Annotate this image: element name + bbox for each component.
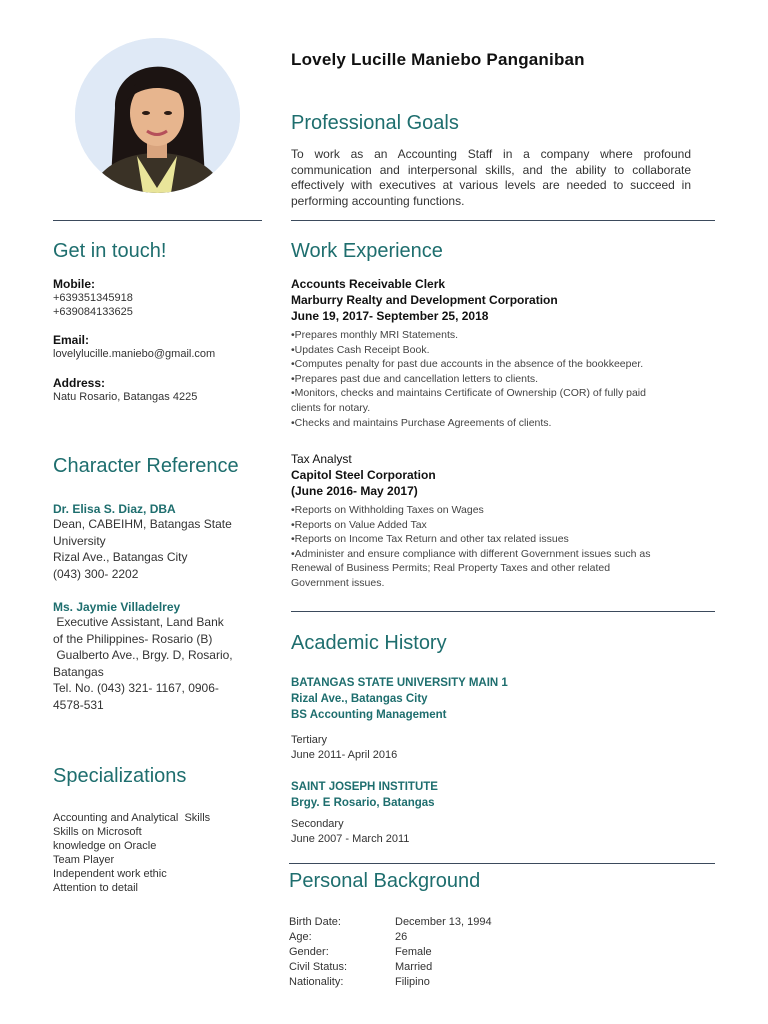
personal-row (289, 945, 589, 960)
job-2 (291, 451, 711, 591)
list-item: Attention to detail (53, 882, 139, 894)
personal-value: 26 (395, 931, 408, 943)
school-2-level: Secondary (291, 818, 344, 830)
list-item: Team Player (53, 854, 115, 866)
reference-2-line: 4578-531 (53, 697, 104, 712)
goals-text: To work as an Accounting Staff in a company where profound communication and interpersonal skills, and the ability to collaborate effectively with executives at various levels are needed to succeed in performing accounting functions. (291, 147, 691, 208)
personal-value: Filipino (395, 976, 430, 988)
reference-2 (53, 600, 268, 713)
duty-item: •Prepares past due and cancellation letters to clients. (291, 372, 539, 385)
personal-key: Age: (289, 931, 312, 943)
school-1-name: BATANGAS STATE UNIVERSITY MAIN 1 (291, 677, 508, 689)
duty-item: •Prepares monthly MRI Statements. (291, 329, 459, 341)
job-2-dates: (June 2016- May 2017) (291, 484, 418, 498)
specializations-list (53, 811, 268, 895)
duty-item: •Reports on Withholding Taxes on Wages (291, 504, 484, 516)
job-1 (291, 276, 711, 430)
job-1-position: Accounts Receivable Clerk (291, 277, 446, 291)
school-1-dates: June 2011- April 2016 (291, 749, 398, 761)
job-2-duties (291, 503, 711, 591)
reference-2-line: of the Philippines- Rosario (B) (53, 631, 213, 646)
contact-heading: Get in touch! (53, 240, 167, 262)
divider-right-1 (291, 220, 715, 221)
divider-right-3 (289, 863, 715, 864)
personal-value: December 13, 1994 (395, 916, 492, 928)
contact-block (53, 277, 268, 404)
reference-1-line: (043) 300- 2202 (53, 566, 139, 581)
mobile-number-2: +639084133625 (53, 306, 133, 318)
address-label: Address: (53, 376, 106, 390)
school-2-dates: June 2007 - March 2011 (291, 833, 410, 845)
mobile-number-1: +639351345918 (53, 292, 133, 304)
personal-row (289, 960, 589, 975)
full-name: Lovely Lucille Maniebo Panganiban (291, 50, 585, 69)
profile-photo (75, 38, 240, 193)
personal-key: Gender: (289, 946, 329, 958)
list-item: Skills on Microsoft (53, 826, 142, 838)
reference-2-line: Executive Assistant, Land Bank (53, 615, 224, 629)
personal-value: Female (395, 946, 432, 958)
reference-2-line: Gualberto Ave., Brgy. D, Rosario, (53, 648, 233, 662)
duty-item: •Reports on Value Added Tax (291, 518, 427, 531)
duty-item: •Computes penalty for past due accounts in the absence of the bookkeeper. (291, 358, 644, 371)
divider-left-1 (53, 220, 262, 221)
school-2-name: SAINT JOSEPH INSTITUTE (291, 781, 438, 793)
job-1-dates: June 19, 2017- September 25, 2018 (291, 309, 489, 323)
mobile-label: Mobile: (53, 277, 95, 291)
academic-heading: Academic History (291, 632, 447, 654)
personal-key: Nationality: (289, 976, 344, 988)
personal-key: Birth Date: (289, 916, 341, 928)
job-1-company: Marburry Realty and Development Corporation (291, 293, 558, 307)
reference-1-name: Dr. Elisa S. Diaz, DBA (53, 502, 176, 516)
list-item: Independent work ethic (53, 868, 167, 880)
reference-2-line: Batangas (53, 664, 104, 679)
personal-row (289, 915, 589, 930)
duty-item: •Updates Cash Receipt Book. (291, 343, 430, 356)
duty-item: Government issues. (291, 576, 385, 589)
email-address: lovelylucille.maniebo@gmail.com (53, 348, 216, 360)
job-2-position: Tax Analyst (291, 452, 352, 466)
list-item: knowledge on Oracle (53, 840, 157, 852)
school-1-course: BS Accounting Management (291, 709, 447, 721)
reference-2-name: Ms. Jaymie Villadelrey (53, 600, 181, 614)
work-heading: Work Experience (291, 240, 443, 262)
duty-item: Renewal of Business Permits; Real Property Taxes and other related (291, 562, 611, 575)
personal-key: Civil Status: (289, 961, 348, 973)
home-address: Natu Rosario, Batangas 4225 (53, 391, 198, 403)
reference-1 (53, 502, 268, 582)
duty-item: clients for notary. (291, 401, 371, 414)
duty-item: •Reports on Income Tax Return and other tax related issues (291, 533, 569, 546)
divider-right-2 (291, 611, 715, 612)
school-2 (291, 779, 438, 847)
reference-1-line: University (53, 533, 106, 548)
reference-1-line: Rizal Ave., Batangas City (53, 550, 188, 564)
reference-2-line: Tel. No. (043) 321- 1167, 0906- (53, 681, 219, 695)
reference-heading: Character Reference (53, 455, 239, 477)
school-1-level: Tertiary (291, 734, 328, 746)
portrait-image (75, 38, 240, 193)
specializations-heading: Specializations (53, 765, 187, 787)
school-1-address: Rizal Ave., Batangas City (291, 693, 428, 705)
reference-1-line: Dean, CABEIHM, Batangas State (53, 517, 232, 531)
duty-item: •Checks and maintains Purchase Agreements of clients. (291, 416, 552, 429)
duty-item: •Monitors, checks and maintains Certificate of Ownership (COR) of fully paid (291, 387, 646, 400)
personal-heading: Personal Background (289, 870, 481, 892)
email-label: Email: (53, 333, 90, 347)
duty-item: •Administer and ensure compliance with different Government issues such as (291, 547, 651, 560)
personal-value: Married (395, 961, 433, 973)
goals-heading: Professional Goals (291, 112, 459, 134)
job-1-duties (291, 328, 711, 430)
personal-row (289, 930, 589, 945)
school-2-address: Brgy. E Rosario, Batangas (291, 797, 435, 809)
personal-table (289, 915, 589, 990)
list-item: Accounting and Analytical Skills (53, 812, 211, 824)
job-2-company: Capitol Steel Corporation (291, 468, 436, 482)
school-1 (291, 675, 508, 763)
personal-row (289, 975, 589, 990)
